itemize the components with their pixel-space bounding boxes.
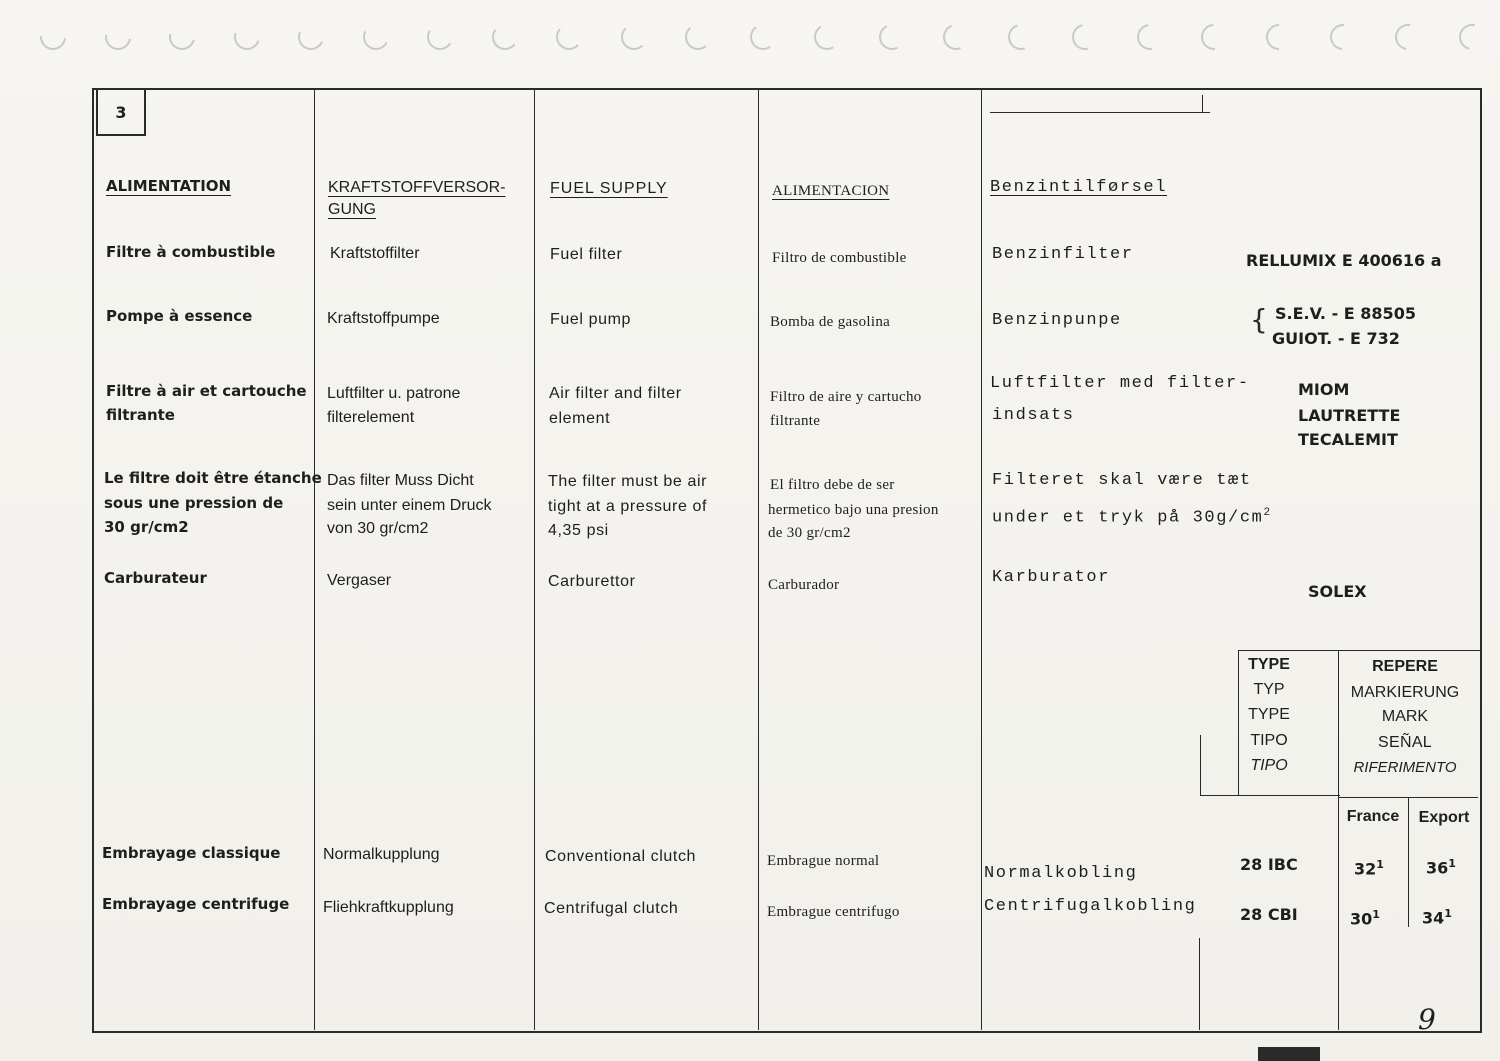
type-table-middle — [1338, 650, 1339, 1030]
binder-hole — [1196, 19, 1233, 56]
column-divider — [314, 90, 315, 1030]
fr-row-fuel-pump: Pompe à essence — [106, 307, 253, 325]
es-row-fuel-filter: Filtro de combustible — [772, 250, 907, 266]
fr-row-fuel-filter: Filtre à combustible — [106, 243, 276, 261]
de-row-carb: Vergaser — [327, 572, 392, 589]
de-row-air-filter-1: Luftfilter u. patrone — [327, 385, 461, 402]
en-row-clutch-centrifugal: Centrifugal clutch — [544, 900, 679, 917]
de-row-air-filter-2: filterelement — [327, 409, 415, 426]
binder-hole — [1389, 19, 1425, 55]
es-header: ALIMENTACION — [772, 183, 890, 199]
binder-hole — [1454, 19, 1490, 55]
bottom-divider — [1199, 938, 1200, 1030]
da-row-fuel-pump: Benzinpunpe — [992, 311, 1122, 330]
top-rule — [990, 112, 1210, 113]
repere-label-de: MARKIERUNG — [1350, 684, 1460, 701]
repere-label-es: SEÑAL — [1378, 734, 1432, 751]
en-row-carb: Carburettor — [548, 573, 636, 590]
supplier-air-3: TECALEMIT — [1298, 430, 1398, 449]
fr-row-seal-2: sous une pression de — [104, 494, 284, 512]
type-table-tick — [1200, 735, 1201, 795]
binder-hole — [1003, 19, 1038, 54]
type-table-rule — [1200, 795, 1340, 796]
binder-hole — [875, 21, 908, 54]
supplier-filter: RELLUMIX E 400616 a — [1246, 251, 1442, 270]
col-export-header: Export — [1418, 809, 1470, 826]
fr-row-clutch-centrifugal: Embrayage centrifuge — [102, 895, 290, 913]
handwritten-page-number: 9 — [1418, 1003, 1436, 1036]
supplier-air-2: LAUTRETTE — [1298, 406, 1401, 425]
es-row-clutch-centrifugal: Embrague centrifugo — [767, 904, 900, 920]
column-divider — [534, 90, 535, 1030]
repere-label-it: RIFERIMENTO — [1353, 759, 1457, 776]
supplier-pump-2: GUIOT. - E 732 — [1272, 329, 1400, 348]
en-row-seal-3: 4,35 psi — [548, 522, 609, 539]
fr-row-clutch-normal: Embrayage classique — [102, 844, 281, 862]
supplier-pump-1: S.E.V. - E 88505 — [1275, 304, 1416, 323]
type-label-it: TIPO — [1250, 757, 1288, 774]
binder-hole — [620, 24, 646, 50]
scan-edge-mark — [1258, 1047, 1320, 1061]
da-row-air-filter-1: Luftfilter med filter- — [990, 374, 1250, 393]
column-divider — [758, 90, 759, 1030]
binder-hole — [684, 23, 712, 51]
section-number-box: 3 — [96, 88, 146, 136]
es-row-fuel-pump: Bomba de gasolina — [770, 314, 891, 330]
en-row-fuel-pump: Fuel pump — [550, 311, 631, 328]
binder-hole — [294, 20, 328, 54]
binder-hole — [229, 20, 264, 55]
france-export-divider — [1408, 797, 1409, 927]
type-label-en: TYPE — [1248, 706, 1290, 723]
en-header: FUEL SUPPLY — [550, 180, 668, 197]
repere-header: REPERE — [1372, 658, 1438, 675]
da-header: Benzintilførsel — [990, 178, 1168, 197]
supplier-air-1: MIOM — [1298, 380, 1350, 399]
fr-header: ALIMENTATION — [106, 177, 232, 195]
fr-row-air-filter-2: filtrante — [106, 406, 175, 424]
es-row-seal-1: El filtro debe de ser — [770, 477, 895, 493]
de-header-line2: GUNG — [328, 201, 376, 218]
type-label-de: TYP — [1253, 681, 1285, 698]
fr-row-seal-3: 30 gr/cm2 — [104, 518, 189, 536]
da-row-seal-1: Filteret skal være tæt — [992, 471, 1252, 490]
es-row-seal-2: hermetico bajo una presion — [768, 502, 939, 518]
type-row-1-export: $36^1$ — [1426, 857, 1456, 878]
de-row-seal-2: sein unter einem Druck — [327, 497, 492, 514]
de-row-seal-3: von 30 gr/cm2 — [327, 520, 429, 537]
table-frame — [92, 88, 1482, 1033]
type-row-2-type: 28 CBI — [1240, 905, 1298, 924]
brace-icon: { — [1250, 303, 1268, 336]
binder-hole — [1131, 19, 1167, 55]
es-row-carb: Carburador — [768, 577, 840, 593]
repere-label-en: MARK — [1381, 708, 1429, 725]
da-row-carb: Karburator — [992, 568, 1111, 587]
binder-hole — [939, 20, 973, 54]
es-row-air-filter-2: filtrante — [770, 413, 821, 429]
type-row-1-france: $32^1$ — [1354, 858, 1384, 879]
de-row-clutch-normal: Normalkupplung — [323, 846, 440, 863]
en-row-seal-2: tight at a pressure of — [548, 498, 708, 515]
en-row-clutch-normal: Conventional clutch — [545, 848, 697, 865]
es-row-air-filter-1: Filtro de aire y cartucho — [770, 389, 922, 405]
fr-row-air-filter-1: Filtre à air et cartouche — [106, 382, 307, 400]
en-row-air-filter-1: Air filter and filter — [549, 385, 682, 402]
de-row-fuel-pump: Kraftstoffpumpe — [327, 310, 440, 327]
de-row-fuel-filter: Kraftstoffilter — [330, 245, 420, 262]
type-row-2-export: $34^1$ — [1422, 907, 1452, 928]
top-tick — [1202, 95, 1203, 113]
en-row-air-filter-2: element — [549, 410, 611, 427]
type-label-es: TIPO — [1250, 732, 1288, 749]
binder-hole — [424, 21, 455, 52]
en-row-seal-1: The filter must be air — [548, 473, 708, 490]
binder-hole — [1260, 19, 1297, 56]
binder-hole — [1325, 19, 1362, 56]
column-divider — [981, 90, 982, 1030]
type-row-1-type: 28 IBC — [1240, 855, 1298, 874]
da-row-seal-2: under et tryk på $30g/cm^2$ — [992, 507, 1272, 528]
de-header-line1: KRAFTSTOFFVERSOR- — [328, 179, 506, 196]
binder-hole — [99, 19, 135, 55]
fr-row-carb: Carburateur — [104, 569, 207, 587]
binder-holes — [40, 24, 1490, 64]
binder-hole — [555, 23, 583, 51]
binder-hole — [164, 19, 200, 55]
binder-hole — [811, 21, 843, 53]
da-row-clutch-centrifugal: Centrifugalkobling — [984, 897, 1197, 916]
type-header: TYPE — [1248, 656, 1290, 673]
da-row-clutch-normal: Normalkobling — [984, 864, 1138, 883]
de-row-clutch-centrifugal: Fliehkraftkupplung — [323, 899, 454, 916]
fr-row-seal-1: Le filtre doit être étanche — [104, 469, 322, 487]
binder-hole — [359, 21, 392, 54]
es-row-seal-3: de 30 gr/cm2 — [768, 525, 851, 541]
da-row-air-filter-2: indsats — [992, 406, 1075, 425]
col-france-header: France — [1346, 808, 1400, 825]
binder-hole — [490, 22, 520, 52]
supplier-carb: SOLEX — [1308, 582, 1367, 601]
da-row-fuel-filter: Benzinfilter — [992, 245, 1134, 264]
binder-hole — [748, 22, 778, 52]
binder-hole — [35, 19, 72, 56]
es-row-clutch-normal: Embrague normal — [767, 853, 880, 869]
binder-hole — [1067, 19, 1103, 55]
type-table-top — [1238, 650, 1481, 651]
en-row-fuel-filter: Fuel filter — [550, 246, 623, 263]
de-row-seal-1: Das filter Muss Dicht — [327, 472, 474, 489]
type-row-2-france: $30^1$ — [1350, 908, 1380, 929]
